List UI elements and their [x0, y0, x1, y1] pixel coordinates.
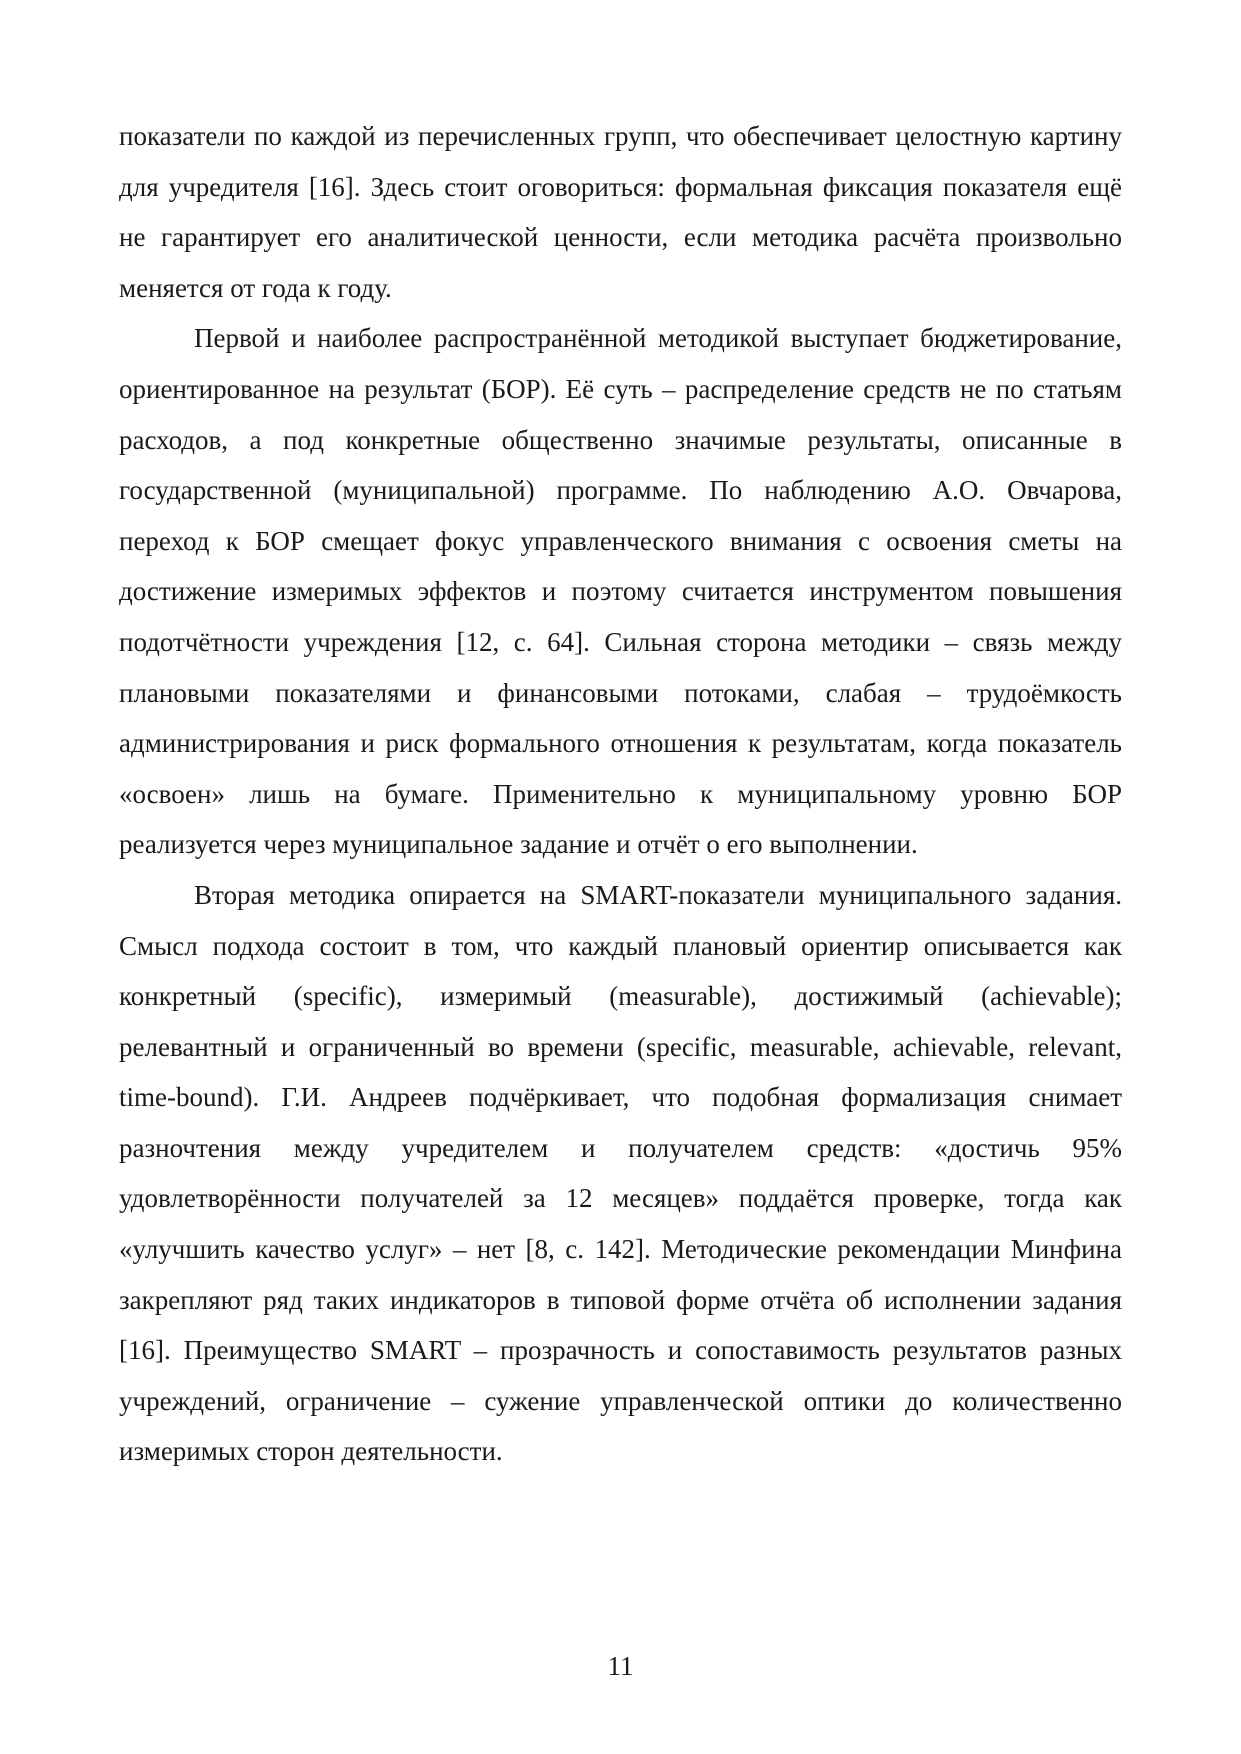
- body-text: [119, 111, 1122, 1477]
- page-number: 11: [607, 1651, 634, 1681]
- paragraph-2: Первой и наиболее распространённой методикой выступает бюджетирование, ориентированное на результат (БОР). Её суть – распределение средств не по статьям расходов, а под конкретные общественно значимые результаты, описанные в государственной (муниципальной) программе. По наблюдению А.О. Овчарова, переход к БОР смещает фокус управленческого внимания с освоения сметы на достижение измеримых эффектов и поэтому считается инструментом повышения подотчётности учреждения [12, с. 64]. Сильная сторона методики – связь между плановыми показателями и финансовыми потоками, слабая – трудоёмкость администрирования и риск формального отношения к результатам, когда показатель «освоен» лишь на бумаге. Применительно к муниципальному уровню БОР реализуется через муниципальное задание и отчёт о его выполнении.: [119, 323, 1122, 860]
- paragraph-1: показатели по каждой из перечисленных групп, что обеспечивает целостную картину для учредителя [16]. Здесь стоит оговориться: формальная фиксация показателя ещё не гарантирует его аналитической ценности, если методика расчёта произвольно меняется от года к году.: [119, 121, 1122, 303]
- paragraph-3: Вторая методика опирается на SMART-показатели муниципального задания. Смысл подхода состоит в том, что каждый плановый ориентир описывается как конкретный (specific), измеримый (measurable), достижимый (achievable); релевантный и ограниченный во времени (specific, measurable, achievable, relevant, time-bound). Г.И. Андреев подчёркивает, что подобная формализация снимает разночтения между учредителем и получателем средств: «достичь 95% удовлетворённости получателей за 12 месяцев» поддаётся проверке, тогда как «улучшить качество услуг» – нет [8, с. 142]. Методические рекомендации Минфина закрепляют ряд таких индикаторов в типовой форме отчёта об исполнении задания [16]. Преимущество SMART – прозрачность и сопоставимость результатов разных учреждений, ограничение – сужение управленческой оптики до количественно измеримых сторон деятельности.: [119, 879, 1122, 1467]
